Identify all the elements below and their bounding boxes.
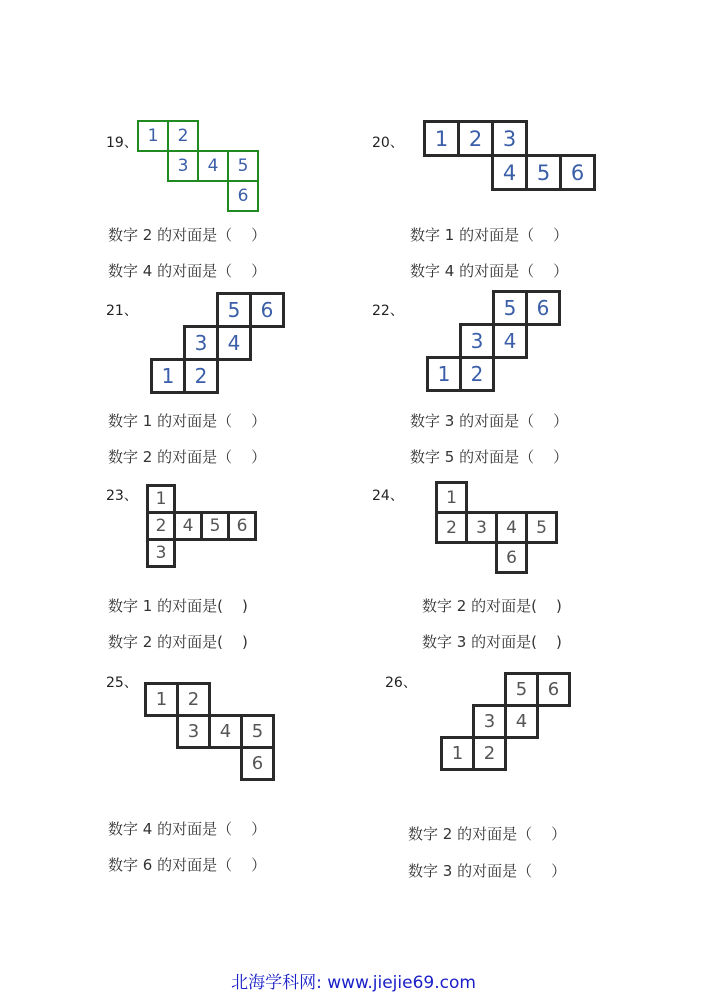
net-23-cell: 2 xyxy=(146,511,176,541)
net-22-cell: 6 xyxy=(525,290,561,326)
net-26-cell: 4 xyxy=(504,704,539,739)
net-24-cell: 4 xyxy=(495,511,528,544)
net-22-cell: 5 xyxy=(492,290,528,326)
problem-number-23: 23、 xyxy=(106,488,138,504)
net-24-cell: 6 xyxy=(495,541,528,574)
question-24-b: 数字 3 的对面是( ) xyxy=(422,633,562,651)
net-22-cell: 2 xyxy=(459,356,495,392)
question-21-b: 数字 2 的对面是（ ） xyxy=(108,448,267,466)
net-26-cell: 6 xyxy=(536,672,571,707)
footer-website: 北海学科网: www.jiejie69.com xyxy=(231,973,476,993)
net-21-cell: 6 xyxy=(249,292,285,328)
problem-number-21: 21、 xyxy=(106,303,138,319)
question-23-a: 数字 1 的对面是( ) xyxy=(108,597,248,615)
problem-number-20: 20、 xyxy=(372,135,404,151)
question-21-a: 数字 1 的对面是（ ） xyxy=(108,412,267,430)
net-19-cell: 6 xyxy=(227,180,259,212)
net-24-cell: 5 xyxy=(525,511,558,544)
net-23-cell: 4 xyxy=(173,511,203,541)
net-24-cell: 1 xyxy=(435,481,468,514)
net-23-cell: 6 xyxy=(227,511,257,541)
question-20-b: 数字 4 的对面是（ ） xyxy=(410,262,569,280)
net-19-cell: 4 xyxy=(197,150,229,182)
problem-number-19: 19、 xyxy=(106,135,138,151)
net-20-cell: 3 xyxy=(491,120,528,157)
net-21-cell: 5 xyxy=(216,292,252,328)
net-21-cell: 2 xyxy=(183,358,219,394)
net-26-cell: 5 xyxy=(504,672,539,707)
question-19-a: 数字 2 的对面是（ ） xyxy=(108,226,267,244)
net-20-cell: 2 xyxy=(457,120,494,157)
net-23-cell: 1 xyxy=(146,484,176,514)
net-19-cell: 1 xyxy=(137,120,169,152)
question-26-a: 数字 2 的对面是（ ） xyxy=(408,825,567,843)
net-21-cell: 3 xyxy=(183,325,219,361)
problem-number-22: 22、 xyxy=(372,303,404,319)
question-23-b: 数字 2 的对面是( ) xyxy=(108,633,248,651)
net-19-cell: 2 xyxy=(167,120,199,152)
net-21-cell: 4 xyxy=(216,325,252,361)
question-25-a: 数字 4 的对面是（ ） xyxy=(108,820,267,838)
net-24-cell: 3 xyxy=(465,511,498,544)
net-25-cell: 2 xyxy=(176,682,211,717)
net-23-cell: 3 xyxy=(146,538,176,568)
net-25-cell: 6 xyxy=(240,746,275,781)
problem-number-26: 26、 xyxy=(385,675,417,691)
question-22-a: 数字 3 的对面是（ ） xyxy=(410,412,569,430)
net-20-cell: 4 xyxy=(491,154,528,191)
net-20-cell: 5 xyxy=(525,154,562,191)
net-25-cell: 4 xyxy=(208,714,243,749)
problem-number-24: 24、 xyxy=(372,488,404,504)
net-25-cell: 5 xyxy=(240,714,275,749)
net-26-cell: 2 xyxy=(472,736,507,771)
question-24-a: 数字 2 的对面是( ) xyxy=(422,597,562,615)
net-26-cell: 3 xyxy=(472,704,507,739)
net-20-cell: 6 xyxy=(559,154,596,191)
net-26-cell: 1 xyxy=(440,736,475,771)
question-20-a: 数字 1 的对面是（ ） xyxy=(410,226,569,244)
net-21-cell: 1 xyxy=(150,358,186,394)
net-19-cell: 3 xyxy=(167,150,199,182)
net-22-cell: 4 xyxy=(492,323,528,359)
question-25-b: 数字 6 的对面是（ ） xyxy=(108,856,267,874)
net-25-cell: 1 xyxy=(144,682,179,717)
question-26-b: 数字 3 的对面是（ ） xyxy=(408,862,567,880)
net-22-cell: 3 xyxy=(459,323,495,359)
net-19-cell: 5 xyxy=(227,150,259,182)
net-22-cell: 1 xyxy=(426,356,462,392)
question-19-b: 数字 4 的对面是（ ） xyxy=(108,262,267,280)
net-20-cell: 1 xyxy=(423,120,460,157)
net-23-cell: 5 xyxy=(200,511,230,541)
net-24-cell: 2 xyxy=(435,511,468,544)
question-22-b: 数字 5 的对面是（ ） xyxy=(410,448,569,466)
problem-number-25: 25、 xyxy=(106,675,138,691)
net-25-cell: 3 xyxy=(176,714,211,749)
